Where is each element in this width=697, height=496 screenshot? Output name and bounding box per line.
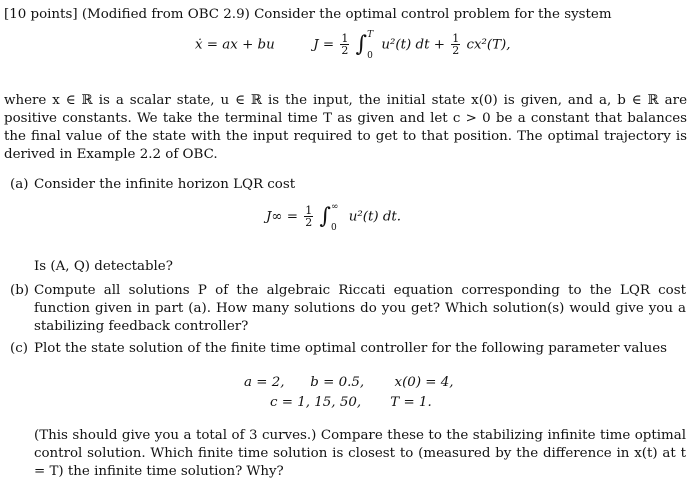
param-x0: x(0) = 4, [394, 375, 454, 390]
part-b-label: (b) [10, 283, 30, 298]
dynamics-equation: ẋ = ax + bu [195, 37, 275, 53]
half-fraction-2: $\frac{1}{2}$ [452, 31, 460, 58]
part-c-followup: (This should give you a total of 3 curves.) Compare these to the stabilizing infinite time optimal control solution. Which finite time solution is closest to (measured by the difference in x(t) at t = T) the infinite time solution? Why? [34, 428, 686, 480]
part-b [10, 282, 686, 336]
part-a-question-wrap [10, 258, 686, 276]
integral-upper-inf: ∞ [331, 202, 339, 213]
half-fraction: $\frac{1}{2}$ [341, 31, 349, 58]
integral-sign-2: ∫ [319, 204, 331, 229]
part-c-text: Plot the state solution of the finite time optimal controller for the following parameter values [34, 341, 668, 356]
part-c [10, 340, 686, 358]
points-label: [10 points] [4, 7, 78, 22]
problem-description: where x ∈ ℝ is a scalar state, u ∈ ℝ is the input, the initial state x(0) is given, and a, b ∈ ℝ are positive constants. We take the terminal time T as given and let c > 0 be a constant that balances the final value of the state with the input required to get to that position. The optimal trajectory is derived in Example 2.2 of OBC. [4, 93, 687, 163]
param-b: b = 0.5, [310, 375, 365, 390]
terminal-cost: cx²(T), [466, 37, 511, 53]
part-a-label: (a) [10, 177, 29, 192]
infinite-horizon-cost [266, 202, 401, 232]
parameter-values [244, 374, 454, 414]
integral-lower-zero: 0 [331, 222, 337, 233]
cost-integrand: u²(t) dt + [381, 37, 445, 53]
integral-sign: ∫ [355, 32, 368, 57]
integral-upper-limit: T [367, 30, 374, 41]
cost-lhs: J = [313, 37, 335, 53]
param-T: T = 1. [390, 395, 432, 410]
part-c-label: (c) [10, 341, 28, 356]
part-a [10, 176, 686, 194]
param-a: a = 2, [244, 375, 285, 390]
half-fraction-3: $\frac{1}{2}$ [305, 203, 313, 230]
intro-text: (Modified from OBC 2.9) Consider the optimal control problem for the system [81, 7, 612, 22]
jinf-lhs: J∞ = [266, 209, 298, 225]
problem-header [0, 6, 622, 24]
part-a-text: Consider the infinite horizon LQR cost [34, 177, 296, 192]
part-b-text: Compute all solutions P of the algebraic Riccati equation corresponding to the LQR cost function given in part (a). How many solutions do you get? Which solution(s) would give you a stabilizing feedback controller? [34, 283, 686, 335]
part-a-question: Is (A, Q) detectable? [34, 259, 173, 274]
param-c: c = 1, 15, 50, [270, 395, 362, 410]
jinf-integrand: u²(t) dt. [348, 209, 402, 225]
system-equation [195, 30, 511, 60]
integral-lower-limit: 0 [367, 50, 373, 61]
